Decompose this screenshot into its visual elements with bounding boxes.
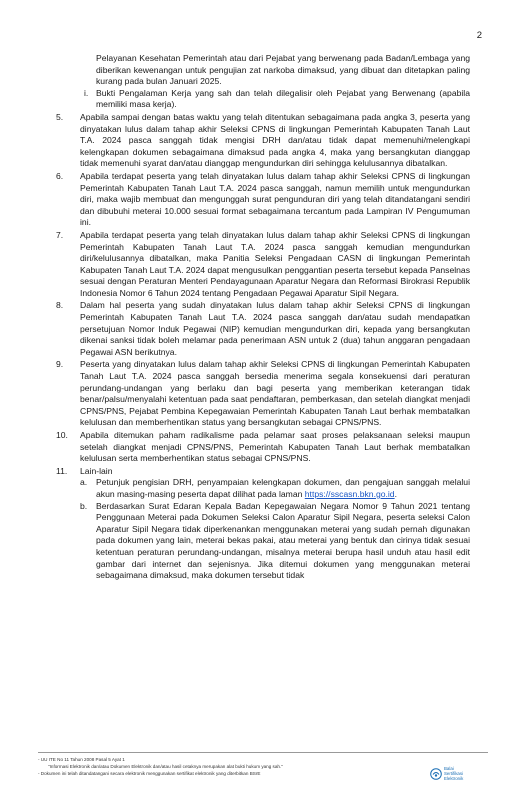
list-marker: i.: [84, 87, 89, 98]
list-marker: b.: [80, 500, 88, 511]
item-number: 11.: [56, 465, 68, 476]
numbered-item-5: [56, 112, 470, 170]
numbered-item-10: [56, 430, 470, 465]
footer-line-1: - UU ITE No 11 Tahun 2008 Pasal 5 Ayat 1: [38, 757, 125, 762]
list-item-text: Berdasarkan Surat Edaran Kepala Badan Kepegawaian Negara Nomor 9 Tahun 2021 tentang Penggunaan Meterai pada Dokumen Seleksi Calon Aparatur Sipil Negara, peserta seleksi Calon Aparatur Sipil Negara tidak diperkenankan menggunakan meterai yang sudah pernah digunakan pada dokumen yang lain, meterai bekas pakai, atau meterai yang bentuk dan cirinya tidak sesuai ketentuan peraturan perundang-undangan, misalnya meterai berupa hasil unduh atau hasil edit gambar dari internet dan sejenisnya. Jika ditemui dokumen yang menggunakan meterai sebagaimana dimaksud, maka dokumen tersebut tidak: [96, 500, 470, 581]
continuation-paragraph: Pelayanan Kesehatan Pemerintah atau dari Pejabat yang berwenang pada Badan/Lembaga yang diberikan kewenangan untuk pengujian zat narkoba dimaksud, yang dibuat dan ditetapkan paling kurang pada bulan Januari 2025.: [96, 53, 470, 87]
list-marker: a.: [80, 477, 88, 488]
list-item-text: Petunjuk pengisian DRH, penyampaian kelengkapan dokumen, dan pengajuan sanggah melalui akun masing-masing peserta dapat dilihat pada laman https://sscasn.bkn.go.id.: [96, 477, 470, 499]
list-item-b: [80, 501, 470, 582]
sscasn-link[interactable]: https://sscasn.bkn.go.id: [304, 488, 395, 499]
document-body: [56, 53, 470, 582]
item-number: 8.: [56, 300, 64, 311]
item-text: Apabila terdapat peserta yang telah dinyatakan lulus dalam tahap akhir Seleksi CPNS di lingkungan Pemerintah Kabupaten Tanah Laut T.A. 2024 pasca sanggah kemudian mengundurkan diri/kelulusannya dibatalkan, maka Panitia Seleksi Pengadaan CASN di lingkungan Pemerintah Kabupaten Tanah Laut T.A. 2024 dapat mengusulkan penggantian peserta tersebut kepada Panselnas sesuai dengan Peraturan Menteri Pendayagunaan Aparatur Negara dan Reformasi Birokrasi Republik Indonesia Nomor 6 Tahun 2024 tentang Pengadaan Pegawai Aparatur Sipil Negara.: [80, 229, 470, 298]
logo-text-line-2: Sertifikasi: [444, 771, 464, 776]
footer-notes: [38, 752, 488, 777]
numbered-item-9: [56, 359, 470, 429]
item-text: Apabila terdapat peserta yang telah dinyatakan lulus dalam tahap akhir Seleksi CPNS di lingkungan Pemerintah Kabupaten Tanah Laut T.A. 2024 pasca sanggah, namun memilih untuk mengundurkan diri, maka wajib membuat dan mengunggah surat pengunduran diri yang telah ditandatangani sendiri dan dibubuhi meterai 10.000 sesuai format sebagaimana tercantum pada Lampiran IV Pengumuman ini.: [80, 170, 470, 228]
item-number: 7.: [56, 229, 64, 240]
footer-line-3: - Dokumen ini telah ditandatangani secara elektronik menggunakan sertifikat elektronik yang diterbitkan BSrE: [38, 771, 261, 776]
list-item-i: [56, 88, 470, 111]
list-item-a: [80, 477, 470, 500]
footer-line-2: "Informasi Elektronik dan/atau Dokumen Elektronik dan/atau hasil cetaknya merupakan alat bukti hukum yang sah.": [48, 764, 283, 769]
item-number: 6.: [56, 170, 64, 181]
item-text: Apabila sampai dengan batas waktu yang telah ditentukan sebagaimana pada angka 3, peserta yang dinyatakan lulus dalam tahap akhir Seleksi CPNS di lingkungan Pemerintah Kabupaten Tanah Laut T.A. 2024 pasca sanggah tidak mengisi DRH dan/atau tidak dapat memenuhi/melengkapi kelengkapan dokumen sebagaimana dimaksud pada angka 4, maka yang bersangkutan dianggap tidak memenuhi syarat dan/atau dianggap mengundurkan diri sehingga kelulusannya dibatalkan.: [80, 111, 470, 169]
numbered-item-11: [56, 466, 470, 582]
item-number: 9.: [56, 359, 64, 370]
item-title: Lain-lain: [80, 465, 113, 476]
bsre-logo: [430, 766, 463, 781]
page-number: 2: [476, 30, 482, 41]
numbered-item-6: [56, 171, 470, 229]
item-text: Peserta yang dinyatakan lulus dalam tahap akhir Seleksi CPNS di lingkungan Pemerintah Kabupaten Tanah Laut T.A. 2024 pasca sanggah bersedia menerima segala konsekuensi dari peraturan perundang-undangan yang berlaku dan bagi peserta yang memberikan keterangan tidak benar/palsu/menyalahi ketentuan pada saat pendaftaran, pemberkasan, dan setelah diangkat menjadi CPNS/PNS, Pejabat Pembina Kepegawaian Pemerintah Kabupaten Tanah Laut berhak membatalkan kelulusan dan memberhentikan status yang bersangkutan sebagai CPNS/PNS.: [80, 359, 470, 428]
bsre-emblem-icon: [430, 768, 442, 780]
item-number: 5.: [56, 111, 64, 122]
item-text: Dalam hal peserta yang sudah dinyatakan lulus dalam tahap akhir Seleksi CPNS di lingkungan Pemerintah Kabupaten Tanah Laut T.A. 2024 pasca sanggah dan/atau sudah mendapatkan persetujuan Nomor Induk Pegawai (NIP) kemudian mengundurkan diri, kepada yang bersangkutan dikenai sanksi tidak boleh melamar pada penerimaan ASN untuk 2 (dua) tahun anggaran pengadaan Pegawai ASN berikutnya.: [80, 300, 470, 357]
numbered-item-8: [56, 300, 470, 358]
item-text: Apabila ditemukan paham radikalisme pada pelamar saat proses pelaksanaan seleksi maupun setelah diangkat menjadi CPNS/PNS, Pemerintah Kabupaten Tanah Laut berhak membatalkan kelulusan serta memberhentikan status sebagai CPNS/PNS.: [80, 430, 470, 464]
logo-text-line-3: Elektronik: [444, 776, 464, 781]
logo-text-line-1: Balai: [444, 766, 454, 771]
list-item-text: Bukti Pengalaman Kerja yang sah dan telah dilegalisir oleh Pejabat yang Berwenang (apabila memiliki masa kerja).: [96, 87, 470, 110]
numbered-item-7: [56, 230, 470, 300]
item-number: 10.: [56, 430, 68, 440]
